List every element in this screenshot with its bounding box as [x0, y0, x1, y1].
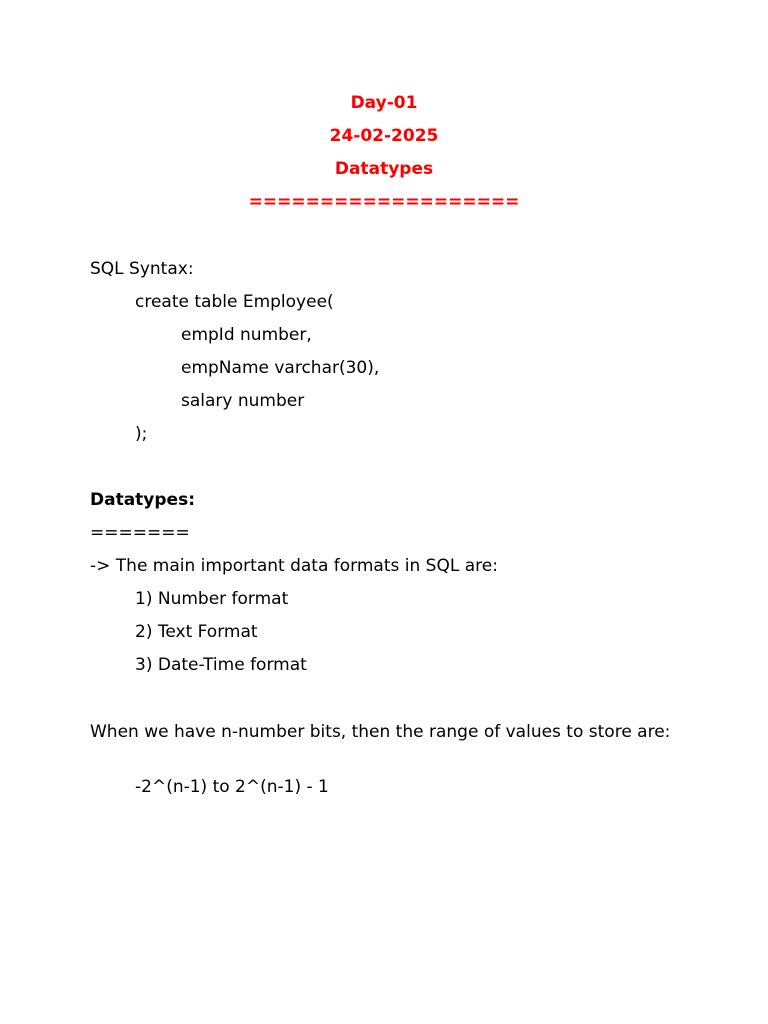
- date-heading: 24-02-2025: [329, 126, 439, 146]
- sql-close-line: );: [135, 424, 148, 444]
- range-formula: -2^(n-1) to 2^(n-1) - 1: [135, 777, 329, 797]
- sql-create-line: create table Employee(: [135, 292, 334, 312]
- datatypes-underline: =======: [90, 523, 190, 543]
- list-item-number-format: 1) Number format: [135, 589, 289, 609]
- sql-column-salary: salary number: [181, 391, 305, 411]
- header-divider: ===================: [248, 192, 520, 212]
- list-item-datetime-format: 3) Date-Time format: [135, 655, 307, 675]
- datatypes-intro: -> The main important data formats in SQL are:: [90, 556, 498, 576]
- sql-syntax-label: SQL Syntax:: [90, 259, 194, 279]
- range-paragraph: When we have n-number bits, then the range of values to store are:: [90, 722, 671, 742]
- datatypes-heading: Datatypes:: [90, 490, 196, 510]
- day-heading: Day-01: [350, 93, 418, 113]
- sql-column-empname: empName varchar(30),: [181, 358, 380, 378]
- sql-column-empid: empId number,: [181, 325, 312, 345]
- topic-heading: Datatypes: [334, 159, 434, 179]
- list-item-text-format: 2) Text Format: [135, 622, 258, 642]
